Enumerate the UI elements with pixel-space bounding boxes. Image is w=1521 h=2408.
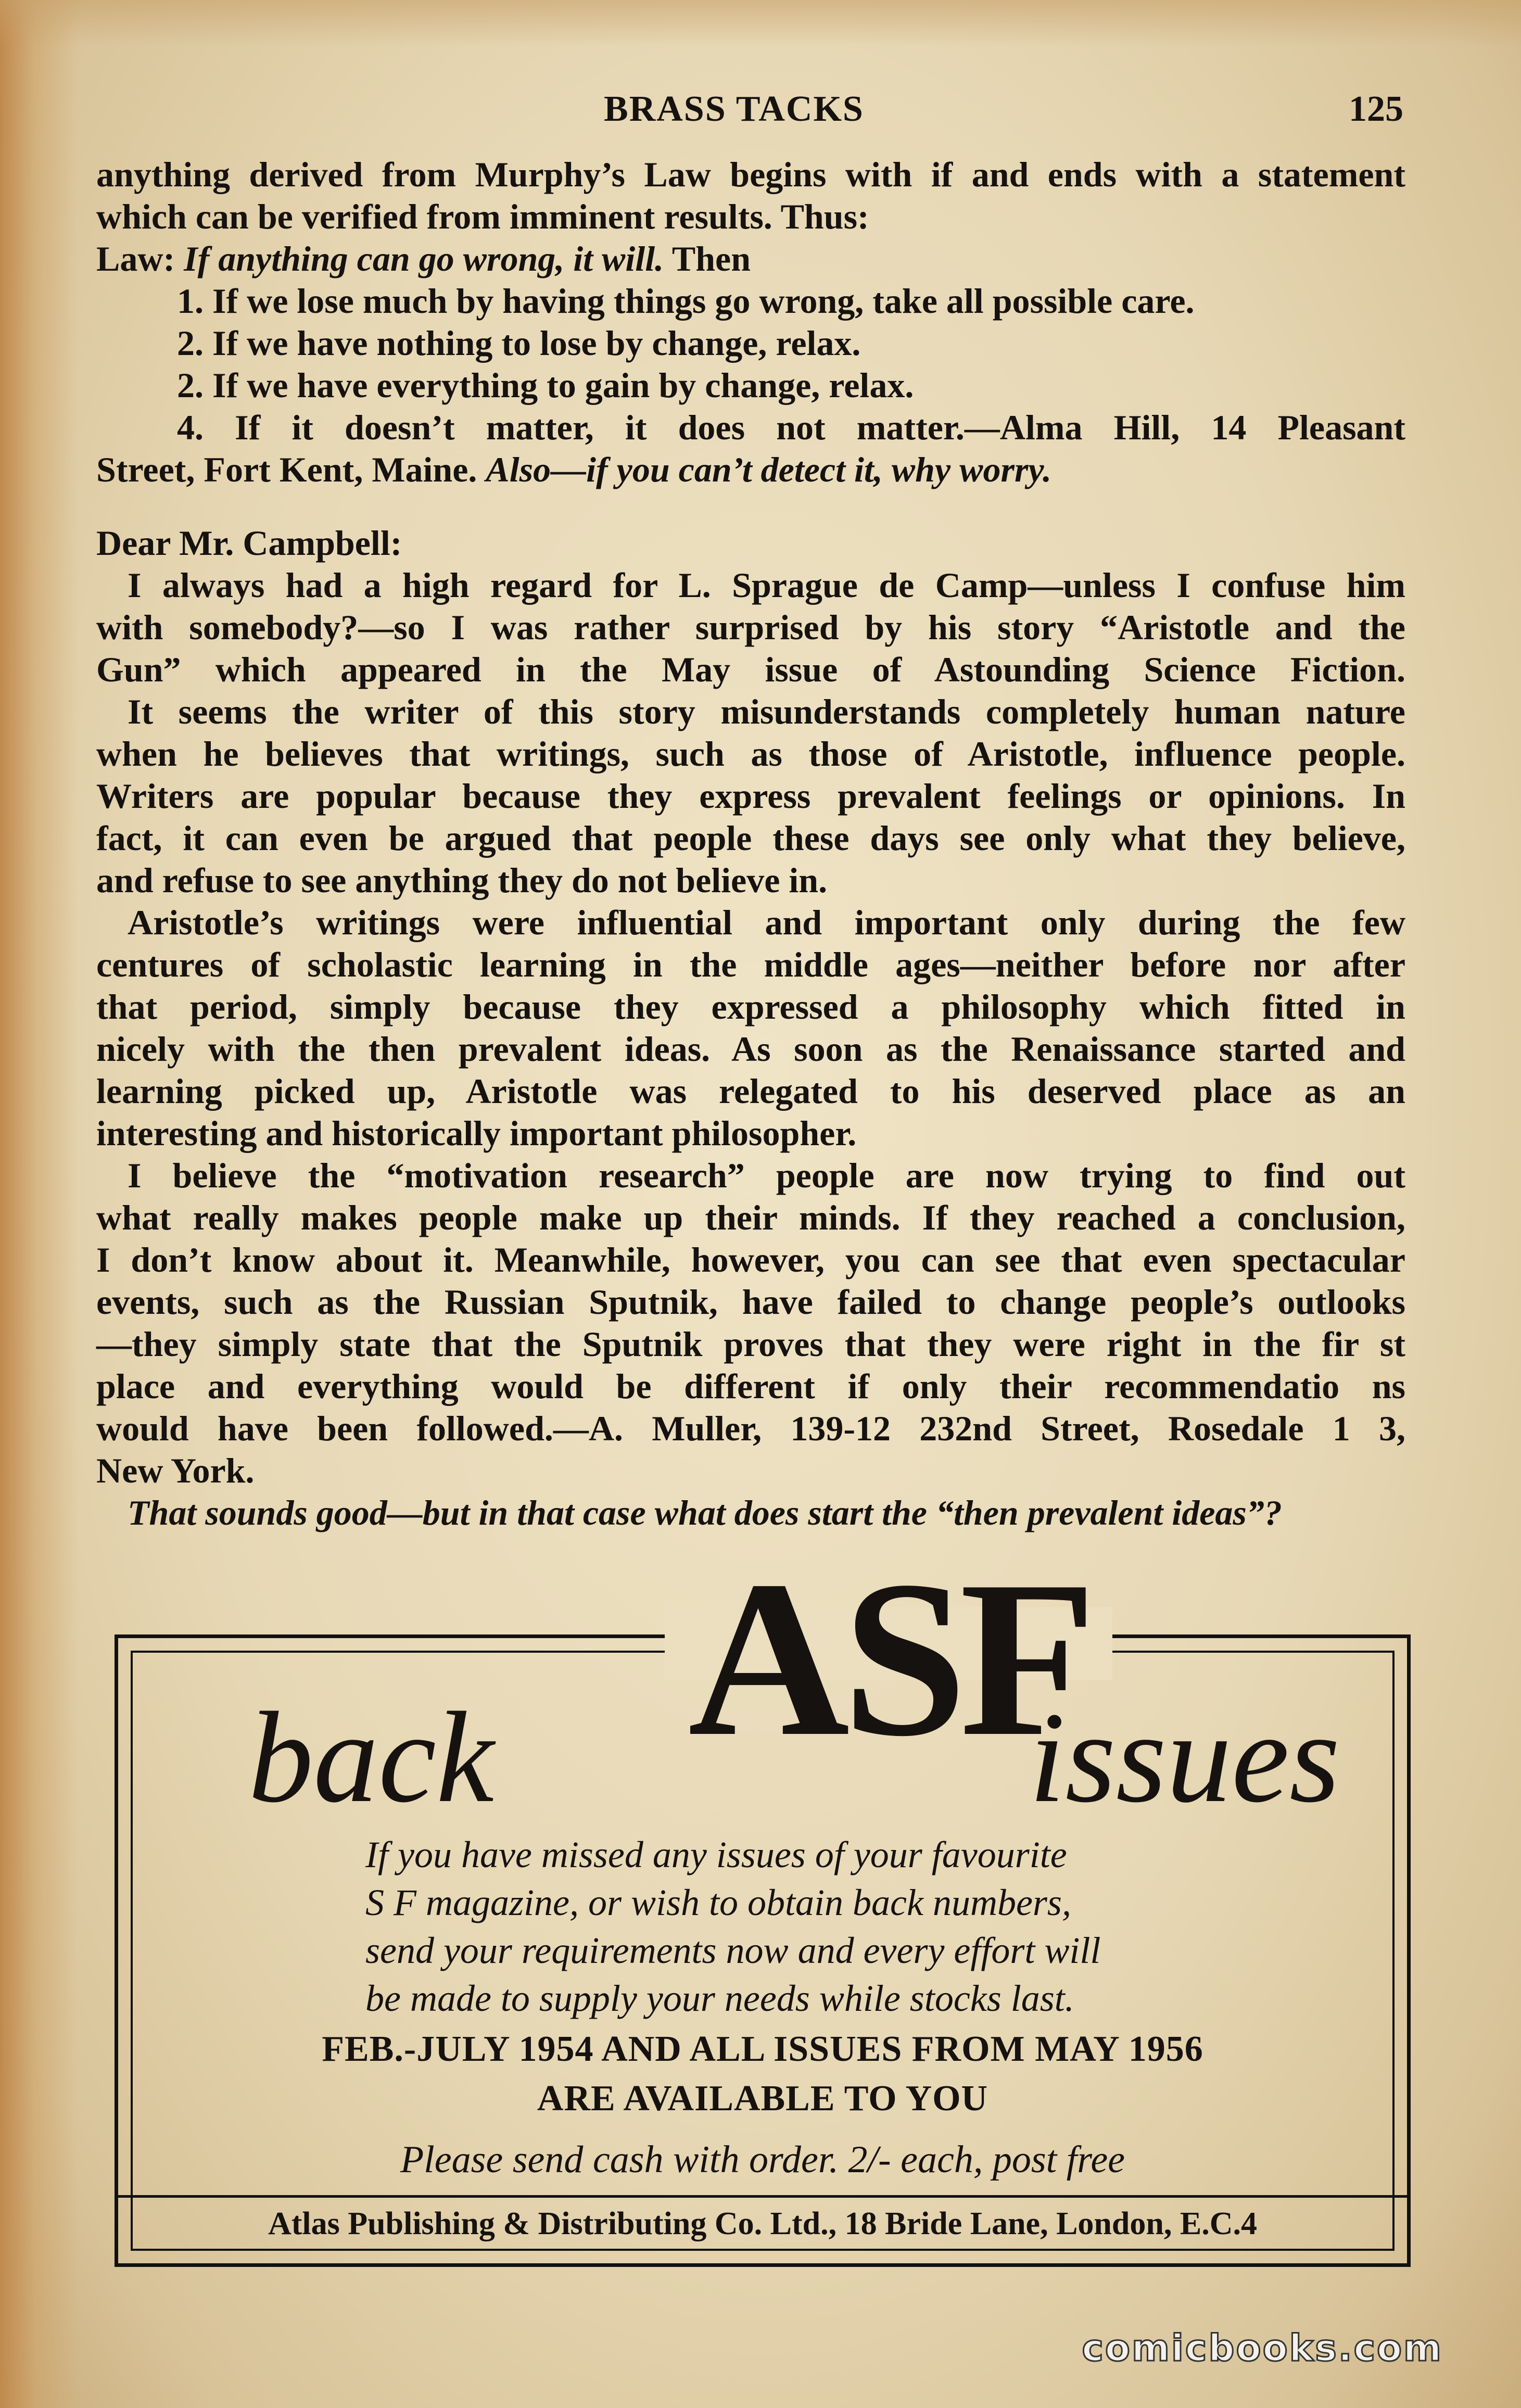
text-line: and refuse to see anything they do not believe in.: [96, 860, 828, 900]
back-issues-ad: [115, 1535, 1411, 2267]
asf-logo: ASF: [688, 1535, 1089, 1783]
text-line: that period, simply because they expressed a philosophy which fitted in: [96, 987, 1405, 1026]
text-line: place and everything would be different if only their recommendatio ns: [96, 1366, 1405, 1406]
law-text: If anything can go wrong, it will.: [184, 239, 664, 278]
text-line: —they simply state that the Sputnik proves that they were right in the fir st: [96, 1324, 1405, 1364]
text-line: would have been followed.—A. Muller, 139-12 232nd Street, Rosedale 1 3,: [96, 1409, 1405, 1448]
text-line: with somebody?—so I was rather surprised by his story “Aristotle and the: [96, 607, 1405, 647]
ad-availability: FEB.-JULY 1954 AND ALL ISSUES FROM MAY 1956: [322, 2029, 1203, 2069]
spacer: [96, 491, 1405, 522]
text-line: Writers are popular because they express prevalent feelings or opinions. In: [96, 776, 1405, 816]
text-line: interesting and historically important philosopher.: [96, 1113, 857, 1153]
text-line: centures of scholastic learning in the middle ages—neither before nor after: [96, 945, 1405, 984]
text-line: learning picked up, Aristotle was relegated to his deserved place as an: [96, 1071, 1405, 1111]
text-line: I believe the “motivation research” people are now trying to find out: [128, 1156, 1405, 1195]
text-line: Aristotle’s writings were influential and important only during the few: [128, 903, 1405, 942]
ad-availability: ARE AVAILABLE TO YOU: [537, 2079, 988, 2119]
text-line: New York.: [96, 1451, 255, 1490]
editor-aside: Also—if you can’t detect it, why worry.: [486, 450, 1052, 489]
text-line: when he believes that writings, such as those of Aristotle, influence people.: [96, 734, 1405, 774]
ad-word-issues: issues: [1029, 1685, 1340, 1830]
ad-body-line: If you have missed any issues of your favourite: [365, 1834, 1067, 1875]
text-line: anything derived from Murphy’s Law begins with if and ends with a statement: [96, 155, 1405, 194]
text-line: It seems the writer of this story misunderstands completely human nature: [128, 692, 1405, 731]
list-item: 4. If it doesn’t matter, it does not matter.—Alma Hill, 14 Pleasant: [177, 408, 1405, 447]
page-top-stain: [0, 0, 1521, 47]
list-item: 2. If we have nothing to lose by change, relax.: [177, 323, 861, 363]
ad-publisher: Atlas Publishing & Distributing Co. Ltd., 18 Bride Lane, London, E.C.4: [268, 2206, 1257, 2241]
law-line: [96, 238, 1405, 280]
text-line: I don’t know about it. Meanwhile, however, you can see that even spectacular: [96, 1240, 1405, 1279]
salutation: Dear Mr. Campbell:: [96, 523, 402, 563]
ad-cash-line: Please send cash with order. 2/- each, post free: [400, 2138, 1125, 2181]
page-number: 125: [1349, 89, 1403, 129]
signature-line: Street, Fort Kent, Maine.: [96, 450, 477, 489]
ad-word-back: back: [248, 1685, 494, 1830]
ad-body-line: send your requirements now and every effort will: [365, 1930, 1101, 1971]
list-item: 1. If we lose much by having things go wrong, take all possible care.: [177, 281, 1195, 321]
running-head: BRASS TACKS: [604, 89, 864, 129]
text-line: which can be verified from imminent results. Thus:: [96, 197, 869, 236]
ad-divider: [118, 2195, 1407, 2198]
ad-body-line: be made to supply your needs while stocks last.: [365, 1978, 1074, 2019]
text-line: nicely with the then prevalent ideas. As soon as the Renaissance started and: [96, 1029, 1405, 1069]
page-edge-stain: [0, 0, 78, 2408]
page-header: [0, 83, 1521, 135]
body-text: [96, 154, 1405, 1534]
law-label: Law:: [96, 239, 175, 278]
list-item: 2. If we have everything to gain by change, relax.: [177, 365, 914, 405]
ad-body: [365, 1831, 1250, 2022]
text-line: Gun” which appeared in the May issue of Astounding Science Fiction.: [96, 650, 1405, 689]
site-watermark: comicbooks.com: [1082, 2327, 1443, 2369]
text-line: fact, it can even be argued that people these days see only what they believe,: [96, 818, 1405, 858]
ad-body-line: S F magazine, or wish to obtain back numbers,: [365, 1882, 1071, 1923]
text-line: I always had a high regard for L. Sprague de Camp—unless I confuse him: [128, 565, 1405, 605]
text-line: what really makes people make up their minds. If they reached a conclusion,: [96, 1198, 1405, 1237]
editor-reply: That sounds good—but in that case what does start the “then prevalent ideas”?: [128, 1493, 1282, 1532]
text-line: [96, 449, 1405, 491]
law-then: Then: [671, 239, 751, 278]
text-line: events, such as the Russian Sputnik, have failed to change people’s outlooks: [96, 1282, 1405, 1322]
